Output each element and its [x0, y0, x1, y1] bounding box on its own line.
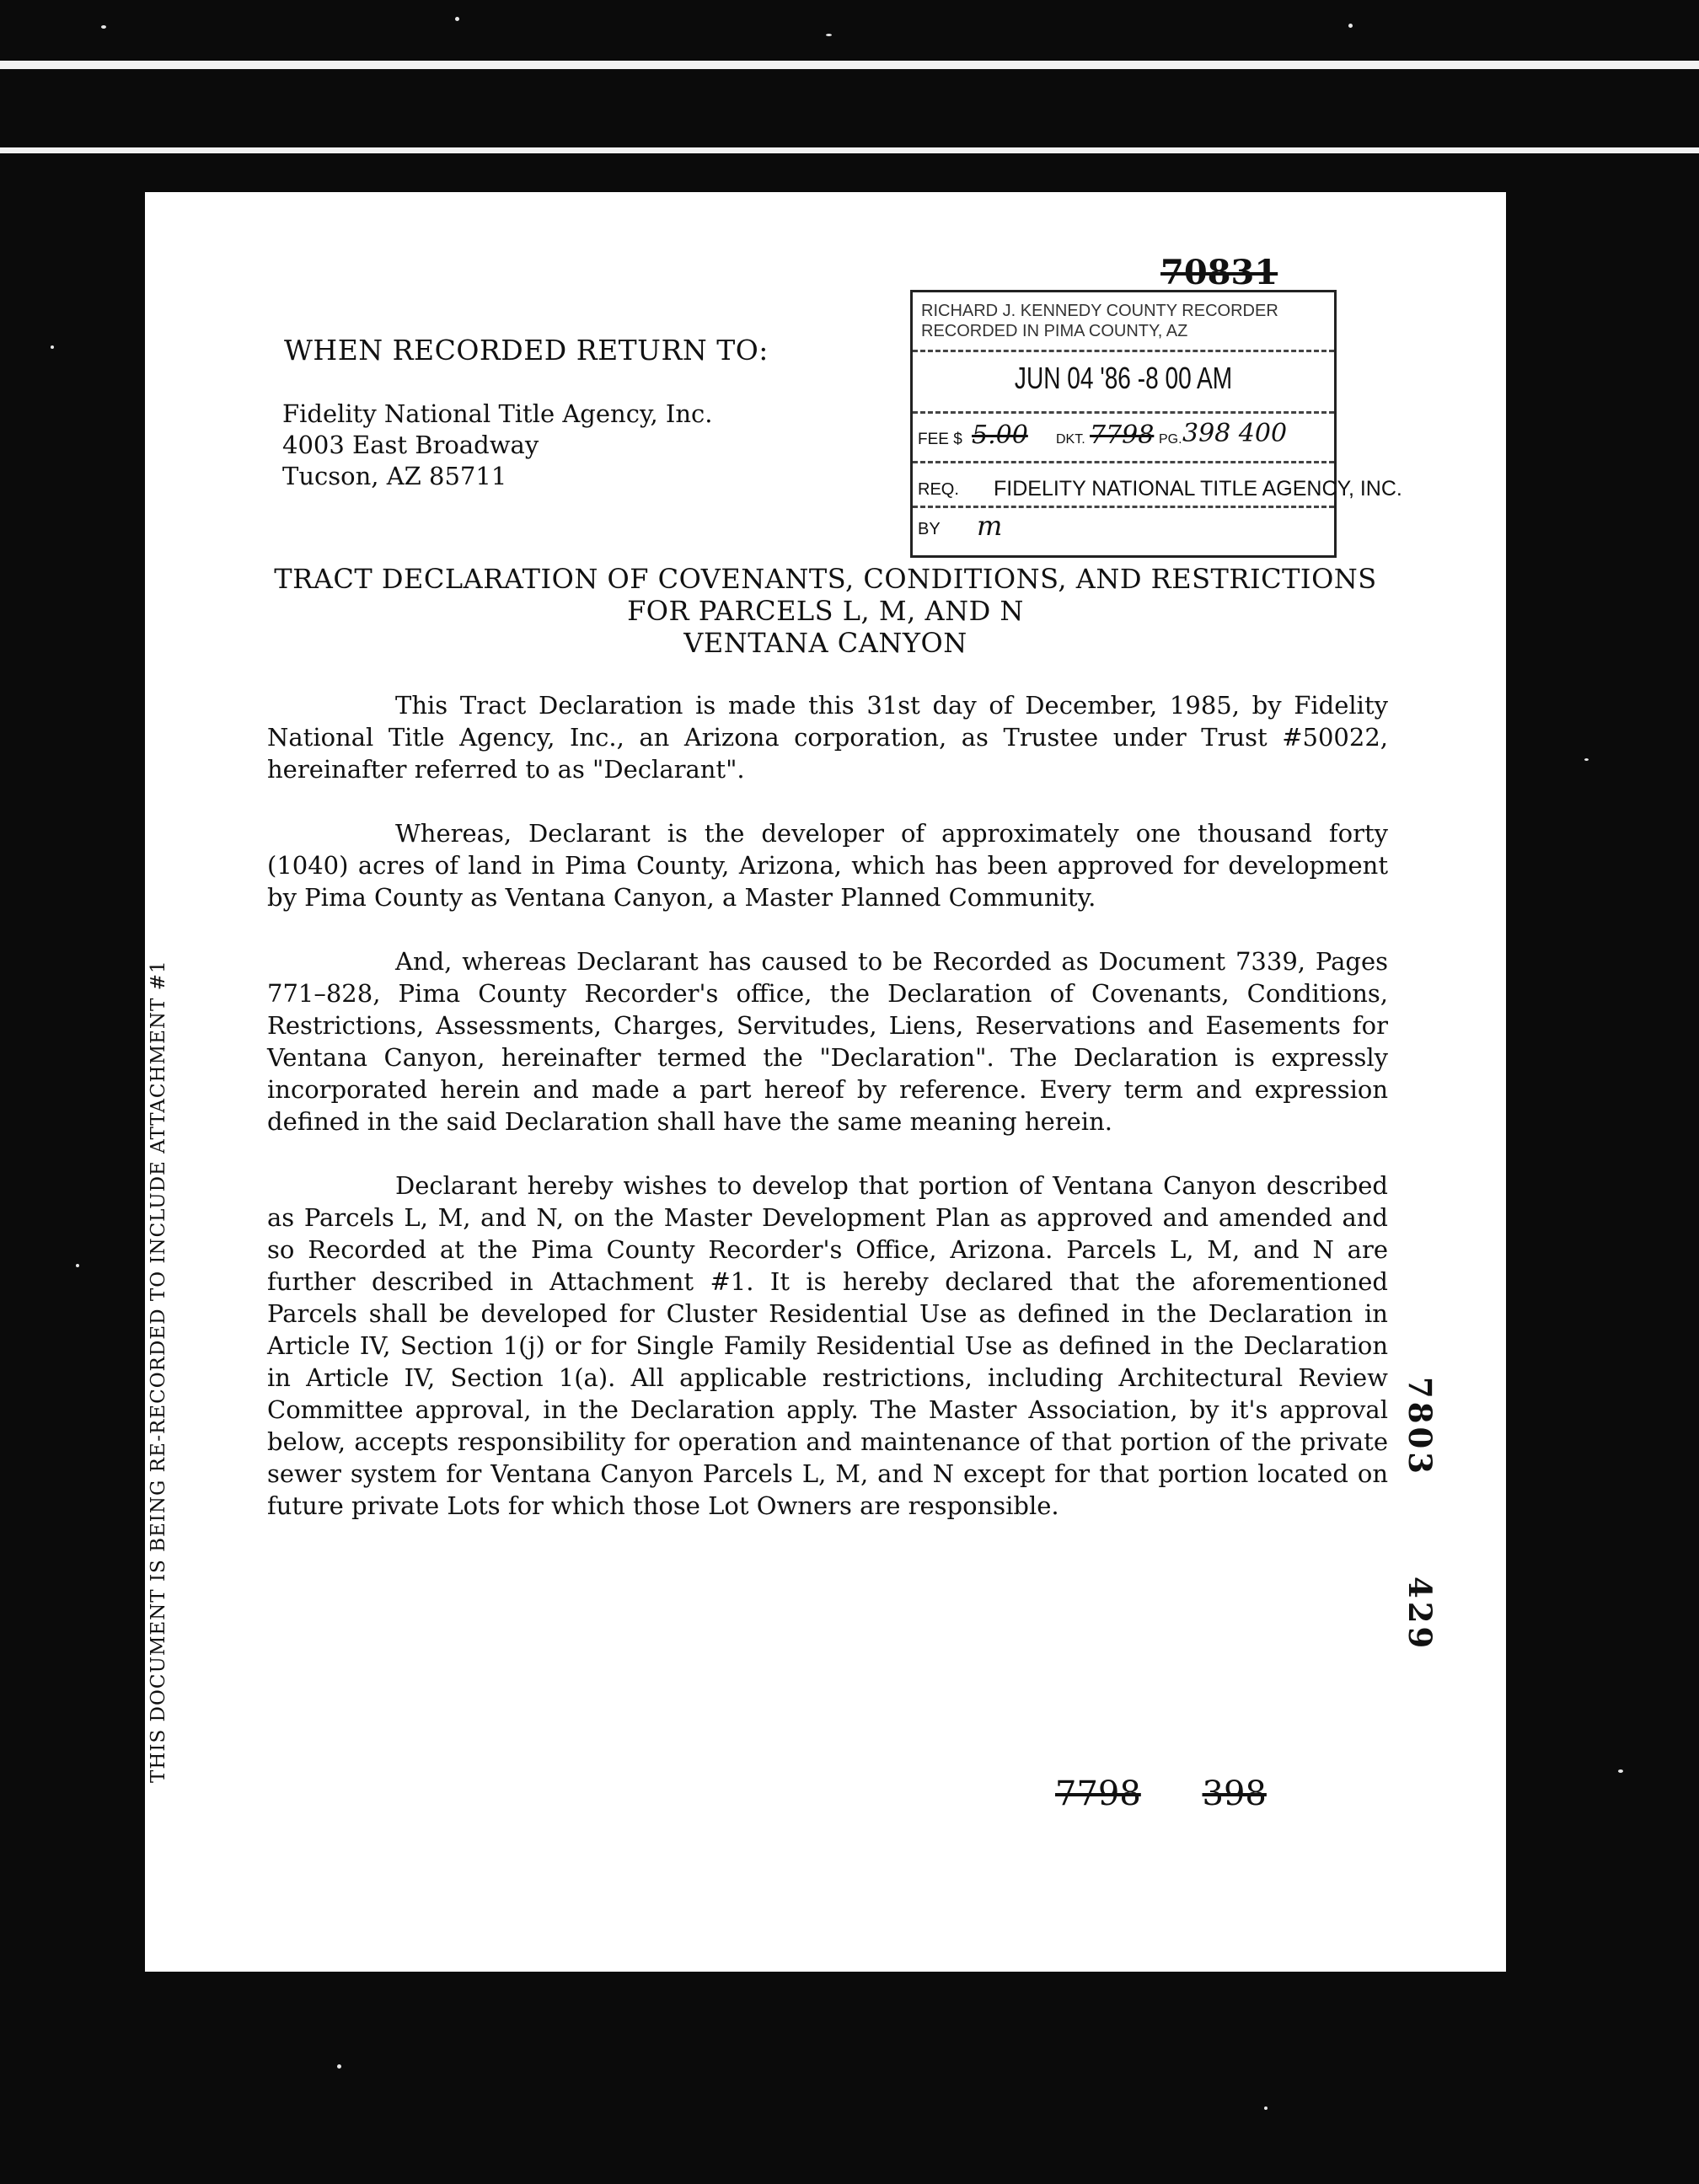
side-note: THIS DOCUMENT IS BEING RE-RECORDED TO INCLUDE ATTACHMENT #1 [147, 960, 169, 1783]
fee-value: 5.00 [972, 420, 1028, 450]
scan-edge-band [0, 147, 1699, 153]
scan-edge-band [0, 61, 1699, 69]
scan-noise [455, 17, 459, 21]
address-line: 4003 East Broadway [282, 431, 539, 459]
stamp-header-line: RECORDED IN PIMA COUNTY, AZ [921, 322, 1188, 340]
scan-noise [51, 345, 54, 349]
document-page [145, 192, 1506, 1972]
document-number: 70831 [1160, 253, 1278, 292]
stamp-fee-row [913, 419, 1334, 463]
docket-label: DKT. [1056, 432, 1085, 447]
fee-label: FEE $ [918, 431, 962, 448]
req-label: REQ. [918, 480, 959, 499]
scan-noise [1264, 2106, 1268, 2110]
return-label: WHEN RECORDED RETURN TO: [284, 334, 769, 367]
page-number: 429 [1402, 1576, 1439, 1652]
by-initials: m [977, 510, 1003, 542]
scan-noise [337, 2064, 341, 2069]
address-line: Tucson, AZ 85711 [282, 462, 507, 490]
document-title [145, 563, 1506, 659]
stamp-header [921, 301, 1278, 341]
return-address [282, 399, 713, 492]
body-text [267, 689, 1388, 1554]
page-label: PG. [1159, 432, 1182, 447]
paragraph: This Tract Declaration is made this 31st day of December, 1985, by Fidelity National Title Agency, Inc., an Arizona corporation, as Trustee under Trust #50022, hereinafter referred to as "Declarant". [267, 691, 1388, 784]
title-line: TRACT DECLARATION OF COVENANTS, CONDITIONS, AND RESTRICTIONS [274, 563, 1377, 595]
address-line: Fidelity National Title Agency, Inc. [282, 399, 713, 428]
title-line: FOR PARCELS L, M, AND N [627, 595, 1024, 627]
stamp-header-line: RICHARD J. KENNEDY COUNTY RECORDER [921, 302, 1278, 320]
superseded-reference [1055, 1774, 1317, 1813]
book-number: 7803 [1402, 1377, 1439, 1477]
req-value: FIDELITY NATIONAL TITLE AGENCY, INC. [994, 477, 1402, 500]
recorder-stamp [910, 290, 1402, 558]
page-value: 398 400 [1182, 419, 1288, 448]
old-page-number: 398 [1202, 1774, 1267, 1813]
scan-noise [1618, 1769, 1623, 1773]
title-line: VENTANA CANYON [683, 627, 967, 659]
paragraph: And, whereas Declarant has caused to be Recorded as Document 7339, Pages 771–828, Pima County Recorder's office, the Declaration of Covenants, Conditions, Restrictions, Assessments, Charges, Servitudes, Liens, Reservations and Easements for Ventana Canyon, hereinafter termed the "Declaration". The Declaration is expressly incorporated herein and made a part hereof by reference. Every term and expression defined in the said Declaration shall have the same meaning herein. [267, 947, 1388, 1136]
by-label: BY [918, 520, 941, 538]
paragraph: Whereas, Declarant is the developer of approximately one thousand forty (1040) acres of land in Pima County, Arizona, which has been approved for development by Pima County as Ventana Canyon, a Master Planned Community. [267, 819, 1388, 912]
scan-noise [101, 25, 106, 29]
scan-noise [826, 34, 832, 36]
stamp-date-row [913, 350, 1334, 414]
stamp-date: JUN 04 '86 -8 00 AM [1014, 361, 1233, 395]
scan-noise [1584, 758, 1589, 761]
docket-value: 7798 [1090, 420, 1155, 450]
old-book-number: 7798 [1055, 1774, 1141, 1813]
stamp-req-row [913, 465, 1402, 508]
scan-noise [1348, 24, 1353, 28]
scan-noise [76, 1264, 79, 1267]
paragraph: Declarant hereby wishes to develop that portion of Ventana Canyon described as Parcels L, M, and N, on the Master Development Plan as approved and amended and so Recorded at the Pima County Recorder's Office, Arizona. Parcels L, M, and N are further described in Attachment #1. It is hereby declared that the aforementioned Parcels shall be developed for Cluster Residential Use as defined in the Declaration in Article IV, Section 1(j) or for Single Family Residential Use as defined in the Declaration in Article IV, Section 1(a). All applicable restrictions, including Architectural Review Committee approval, in the Declaration apply. The Master Association, by it's approval below, accepts responsibility for operation and maintenance of that portion of the private sewer system for Ventana Canyon Parcels L, M, and N except for that portion located on future private Lots for which those Lot Owners are responsible. [267, 1171, 1388, 1520]
